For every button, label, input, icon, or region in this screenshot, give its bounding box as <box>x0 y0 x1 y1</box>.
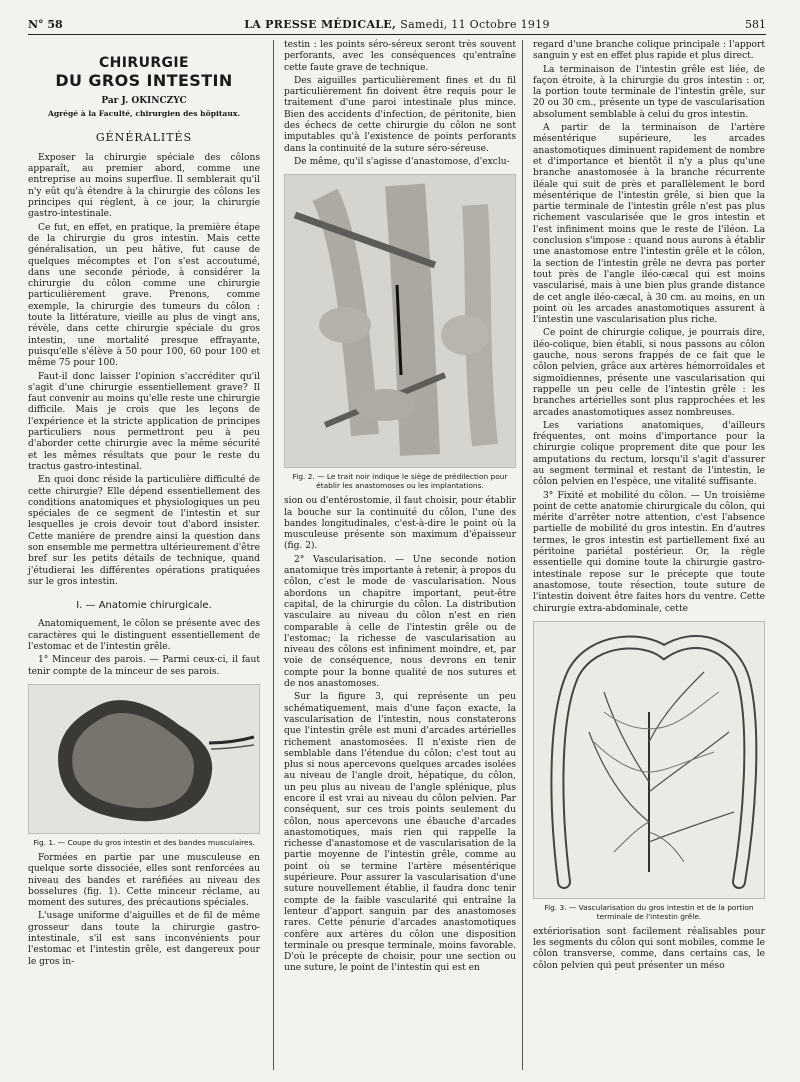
column-1 <box>28 40 260 970</box>
column-2 <box>284 40 516 977</box>
paragraph: Ce fut, en effet, en pratique, la première étape de la chirurgie du gros intestin. Mais cette généralisation, un peu hâtive, fut cause de quelques mécomptes et l'on s'est accoutumé, dans une seconde période, à considérer la chirurgie du côlon comme une chirurgie particulièrement grave. Prenons, comme exemple, la chirurgie des tumeurs du côlon : toute la littérature, vieille au plus de vingt ans, révèle, dans cette chirurgie spéciale du gros intestin, une mortalité presque effrayante, puisqu'elle s'élève à 50 pour 100, 60 pour 100 et même 75 pour 100. <box>28 222 260 369</box>
intestine-bands-illustration <box>285 175 515 467</box>
paragraph: La terminaison de l'intestin grêle est liée, de façon étroite, à la chirurgie du gros intestin : or, la portion toute terminale de l'intestin grêle, sur 20 ou 30 cm., présente un type de vascularisation absolument semblable à celui du gros intestin. <box>533 64 765 120</box>
paragraph: L'usage uniforme d'aiguilles et de fil de même grosseur dans toute la chirurgie gastro-intestinale, s'il est sans inconvénients pour l'estomac et l'intestin grêle, est dangereux pour le gros in- <box>28 911 260 967</box>
paragraph: 2° Vascularisation. — Une seconde notion anatomique très importante à retenir, à propos du côlon, c'est le mode de vascularisation. Nous abordons un chapitre important, peut-être capital, de la chirurgie du côlon. La distribution vasculaire au niveau du côlon n'est en rien comparable à celle de l'intestin grêle ou de l'estomac; la richesse de vascularisation au niveau des côlons est infiniment moindre, et, par voie de conséquence, nous devrons en tenir compte pour la bonne qualité de nos sutures et de nos anastomoses. <box>284 554 516 690</box>
paragraph: Sur la figure 3, qui représente un peu schématiquement, mais d'une façon exacte, la vascularisation de l'intestin, nous constaterons que l'intestin grêle est muni d'arcades artérielles richement anastomosées. Il n'existe rien de semblable dans l'étendue du côlon; c'est tout au plus si nous apercevons quelques arcades isolées au niveau de l'angle droit, hépatique, du côlon, un peu plus au niveau de l'angle splénique, plus encore il est vrai au niveau du côlon pelvien. Par conséquent, sur ces trois points seulement du côlon, nous apercevons une ébauche d'arcades anastomotiques, mais rien qui rappelle la richesse d'anastomose et de vascularisation de la partie moyenne de l'intestin grêle, comme au point où se termine l'artère mésentérique supérieure. Pour assurer la vascularisation d'une suture nouvellement établie, il faudra donc tenir compte de la faible vascularité qui entraîne la lenteur d'apport sanguin par des anastomoses rares. Cette pénurie d'arcades anastomotiques confère aux artères du côlon une disposition terminale ou presque terminale, moins favorable. D'où le précepte de choisir, pour une section ou une suture, le point de l'intestin qui est en <box>284 692 516 974</box>
figure-2 <box>284 174 516 468</box>
paragraph: 1° Minceur des parois. — Parmi ceux-ci, il faut tenir compte de la minceur de ses parois. <box>28 655 260 677</box>
author-affiliation: Agrégé à la Faculté, chirurgien des hôpitaux. <box>47 109 241 119</box>
paragraph: extériorisation sont facilement réalisables pour les segments du côlon qui sont mobiles, comme le côlon transverse, comme, dans certains cas, le côlon pelvien qui peut présenter un méso <box>533 926 765 971</box>
paragraph: Exposer la chirurgie spéciale des côlons apparaît, au premier abord, comme une entreprise au moins superflue. Il semblerait qu'il n'y eût qu'à étendre à la chirurgie des côlons les principes qui règlent, à ce jour, la chirurgie gastro-intestinale. <box>28 152 260 220</box>
figure-1-caption: Fig. 1. — Coupe du gros intestin et des bandes musculaires. <box>33 837 255 847</box>
paragraph: En quoi donc réside la particulière difficulté de cette chirurgie? Elle dépend essentiellement des conditions anatomiques et physiologiques un peu spéciales de ce segment de l'intestin et sur lesquelles je crois devoir tout d'abord insister. Cette manière de prendre ainsi la question dans son ensemble me permettra ultérieurement d'être bref sur les petits détails de technique, quand j'étudierai les différentes opérations pratiquées sur le gros intestin. <box>28 475 260 587</box>
figure-1 <box>28 684 260 834</box>
colon-cross-section-illustration <box>29 685 259 833</box>
paragraph: Faut-il donc laisser l'opinion s'accréditer qu'il s'agit d'une chirurgie essentiellement grave? Il faut convenir au moins qu'elle reste une chirurgie difficile. Mais je crois que les leçons de l'expérience et la stricte application de principes particuliers nous permettront peu à peu d'aborder cette chirurgie avec la même sécurité et les mêmes résultats que pour le reste du tractus gastro-intestinal. <box>28 371 260 472</box>
paragraph: A partir de la terminaison de l'artère mésentérique supérieure, les arcades anastomotiques diminuent rapidement de nombre et d'importance et bientôt il n'y a plus qu'une branche anastomosée à la branche récurrente iléale qui suit de près et parallèlement le bord mésentérique de l'intestin grêle, si bien que la partie terminale de l'intestin grêle n'est pas plus richement vascularisée que le gros intestin et l'est infiniment moins que le reste de l'iléon. La conclusion s'impose : quand nous aurons à établir une anastomose entre l'intestin grêle et le côlon, la section de l'intestin grêle ne devra pas porter tout près de l'angle iléo-cæcal qui est moins vascularisé, mais à une bien plus grande distance de cet angle iléo-cæcal, à 30 cm. au moins, en un point où les arcades anastomotiques assurent à l'intestin une vascularisation plus riche. <box>533 123 765 326</box>
issue-date: Samedi, 11 Octobre 1919 <box>400 18 550 31</box>
paragraph: Des aiguilles particulièrement fines et du fil particulièrement fin doivent être requis pour le traitement d'une paroi intestinale plus mince. Bien des accidents d'infection, de péritonite, bien des échecs de cette chirurgie du côlon ne sont imputables qu'à l'existence de points perforants dans la continuité de la suture séro-séreuse. <box>284 75 516 154</box>
paragraph: De même, qu'il s'agisse d'anastomose, d'exclu- <box>294 156 510 167</box>
title-line-1: CHIRURGIE <box>99 55 189 71</box>
journal-name: LA PRESSE MÉDICALE, <box>244 18 397 31</box>
column-3 <box>533 40 765 974</box>
issue-number: N° 58 <box>28 18 63 31</box>
figure-2-caption: Fig. 2. — Le trait noir indique le siège de prédilection pour établir les anastomoses ou les implantations. <box>292 472 508 491</box>
column-rule-2 <box>522 40 523 1070</box>
page-header <box>28 18 766 35</box>
paragraph: regard d'une branche colique principale : l'apport sanguin y est en effet plus rapide et plus direct. <box>533 40 765 62</box>
paragraph: sion ou d'entérostomie, il faut choisir, pour établir la bouche sur la continuité du côlon, l'une des bandes longitudinales, c'est-à-dire le point où la musculeuse présente son maximum d'épaisseur (fig. 2). <box>284 496 516 552</box>
vascularisation-illustration <box>534 622 764 898</box>
author: Par J. OKINCZYC <box>101 96 187 106</box>
paragraph: Les variations anatomiques, d'ailleurs fréquentes, ont moins d'importance pour la chirurgie colique proprement dite que pour les amputations du rectum, lorsqu'il s'agit d'assurer au segment terminal et restant de l'intestin, le côlon pelvien en l'espèce, une vitalité suffisante. <box>533 420 765 488</box>
subsection-heading: I. — Anatomie chirurgicale. <box>76 600 212 612</box>
article-title <box>28 54 260 90</box>
paragraph: Formées en partie par une musculeuse en quelque sorte dissociée, elles sont renforcées au niveau des bandes et raréfiées au niveau des bosselures (fig. 1). Cette minceur réclame, au moment des sutures, des précautions spéciales. <box>28 852 260 909</box>
title-line-2: DU GROS INTESTIN <box>55 71 233 90</box>
figure-3 <box>533 621 765 899</box>
page-number: 581 <box>745 18 766 31</box>
section-heading: GÉNÉRALITÉS <box>95 130 193 144</box>
column-rule-1 <box>273 40 274 1070</box>
journal-line <box>28 18 766 31</box>
paragraph: Anatomiquement, le côlon se présente avec des caractères qui le distinguent essentiellement de l'estomac et de l'intestin grêle. <box>28 619 260 653</box>
figure-3-caption: Fig. 3. — Vascularisation du gros intestin et de la portion terminale de l'intestin grêle. <box>544 902 754 921</box>
paragraph: Ce point de chirurgie colique, je pourrais dire, iléo-colique, bien établi, si nous passons au côlon gauche, nous serons frappés de ce fait que le côlon pelvien, grâce aux artères hémorroïdales et sigmoïdiennes, présente une vascularisation qui rappelle un peu celle de l'intestin grêle : les branches artérielles sont plus rapprochées et les arcades anastomotiques assez nombreuses. <box>533 328 765 418</box>
paragraph: 3° Fixité et mobilité du côlon. — Un troisième point de cette anatomie chirurgicale du côlon, qui mérite d'arrêter notre attention, c'est l'absence partielle de mobilité du gros intestin. En d'autres termes, le gros intestin est partiellement fixé au péritoine pariétal postérieur. Or, la règle essentielle qui domine toute la chirurgie gastro-intestinale repose sur le précepte que toute anastomose, toute résection, toute suture de l'intestin doivent être faites hors du ventre. Cette chirurgie extra-abdominale, cette <box>533 490 765 614</box>
paragraph: testin : les points séro-séreux seront très souvent perforants, avec les conséquences qu'entraîne cette faute grave de technique. <box>284 40 516 73</box>
